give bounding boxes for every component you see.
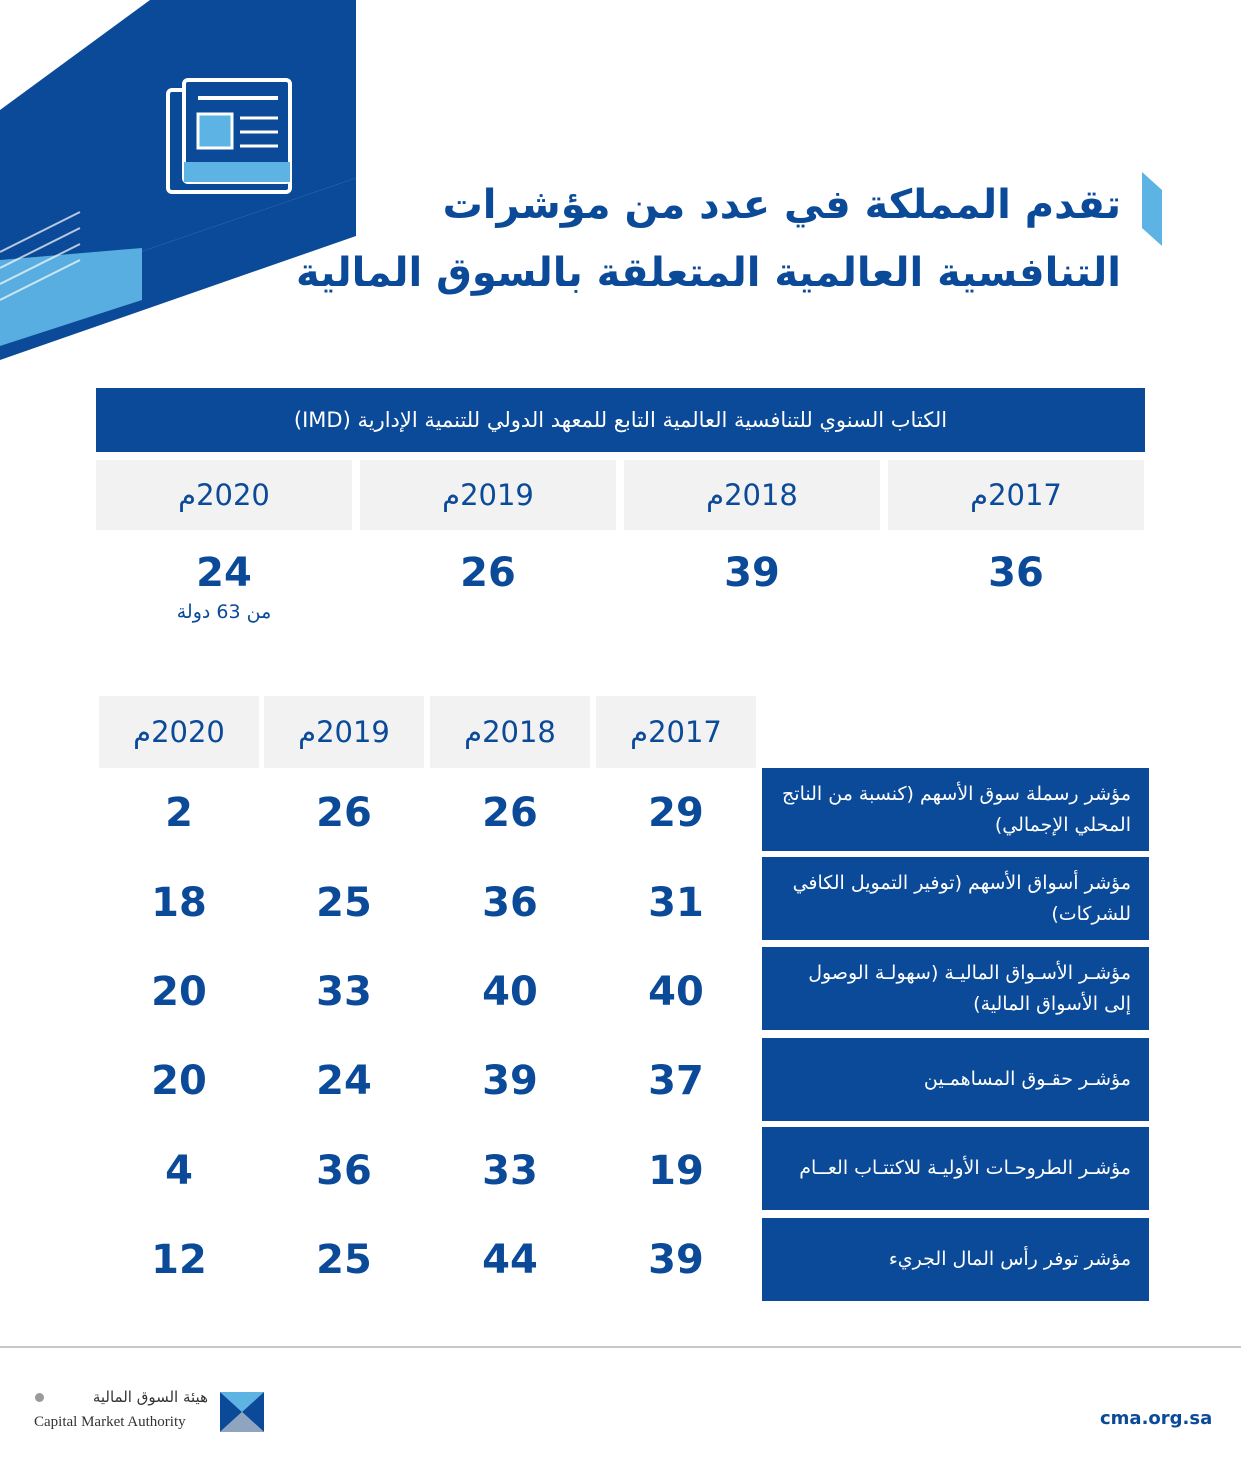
table-cell: 39 [648,1237,704,1283]
table-cell: 20 [151,969,207,1015]
table-cell: 40 [482,969,538,1015]
cma-logo-english: Capital Market Authority [34,1414,186,1430]
indicators-year-2020: 2020م [99,696,259,768]
table-cell: 2 [165,790,193,836]
indicator-label-shareholder-rights: مؤشـر حقـوق المساهمـين [762,1038,1149,1121]
page-title-line-2: التنافسية العالمية المتعلقة بالسوق المالية [296,250,1121,296]
cma-logo-mark [220,1390,264,1434]
table-cell: 25 [316,1237,372,1283]
indicators-year-2017: 2017م [596,696,756,768]
indicators-year-2019: 2019م [264,696,424,768]
table-cell: 25 [316,880,372,926]
table-cell: 37 [648,1058,704,1104]
table-cell: 36 [482,880,538,926]
imd-year-2017: 2017م [888,460,1144,530]
table-cell: 40 [648,969,704,1015]
imd-value-2017: 36 [988,550,1044,596]
table-cell: 31 [648,880,704,926]
table-cell: 44 [482,1237,538,1283]
indicator-label-ipos: مؤشـر الطروحـات الأوليـة للاكتتـاب العــام [762,1127,1149,1210]
cma-logo [30,1388,270,1438]
cma-logo-arabic: هيئة السوق المالية [92,1388,208,1406]
cma-logo-dot-icon [35,1393,44,1402]
imd-value-2020: 24 [196,550,252,596]
imd-section-header: الكتاب السنوي للتنافسية العالمية التابع للمعهد الدولي للتنمية الإدارية (IMD) [96,388,1145,452]
indicator-label-financial-markets: مؤشـر الأسـواق الماليـة (سهولـة الوصول إلى الأسواق المالية) [762,947,1149,1030]
table-cell: 4 [165,1148,193,1194]
indicator-label-stock-markets: مؤشر أسواق الأسهم (توفير التمويل الكافي للشركات) [762,857,1149,940]
decorative-banner [0,0,360,360]
footer-divider [0,1346,1241,1348]
page-title-line-1: تقدم المملكة في عدد من مؤشرات [442,182,1121,228]
table-cell: 12 [151,1237,207,1283]
table-cell: 33 [482,1148,538,1194]
imd-value-2018: 39 [724,550,780,596]
website-link[interactable]: cma.org.sa [1100,1408,1213,1429]
table-cell: 36 [316,1148,372,1194]
table-cell: 20 [151,1058,207,1104]
newspaper-icon [168,80,290,192]
imd-year-2019: 2019م [360,460,616,530]
imd-note-2020: من 63 دولة [176,601,272,623]
table-cell: 39 [482,1058,538,1104]
imd-year-2020: 2020م [96,460,352,530]
indicators-year-2018: 2018م [430,696,590,768]
table-cell: 18 [151,880,207,926]
title-accent [1142,172,1164,248]
indicator-label-market-capitalization: مؤشر رسملة سوق الأسهم (كنسبة من الناتج المحلي الإجمالي) [762,768,1149,851]
table-cell: 19 [648,1148,704,1194]
table-cell: 26 [316,790,372,836]
table-cell: 33 [316,969,372,1015]
indicator-label-venture-capital: مؤشر توفر رأس المال الجريء [762,1218,1149,1301]
imd-value-2019: 26 [460,550,516,596]
imd-year-2018: 2018م [624,460,880,530]
table-cell: 29 [648,790,704,836]
table-cell: 24 [316,1058,372,1104]
table-cell: 26 [482,790,538,836]
